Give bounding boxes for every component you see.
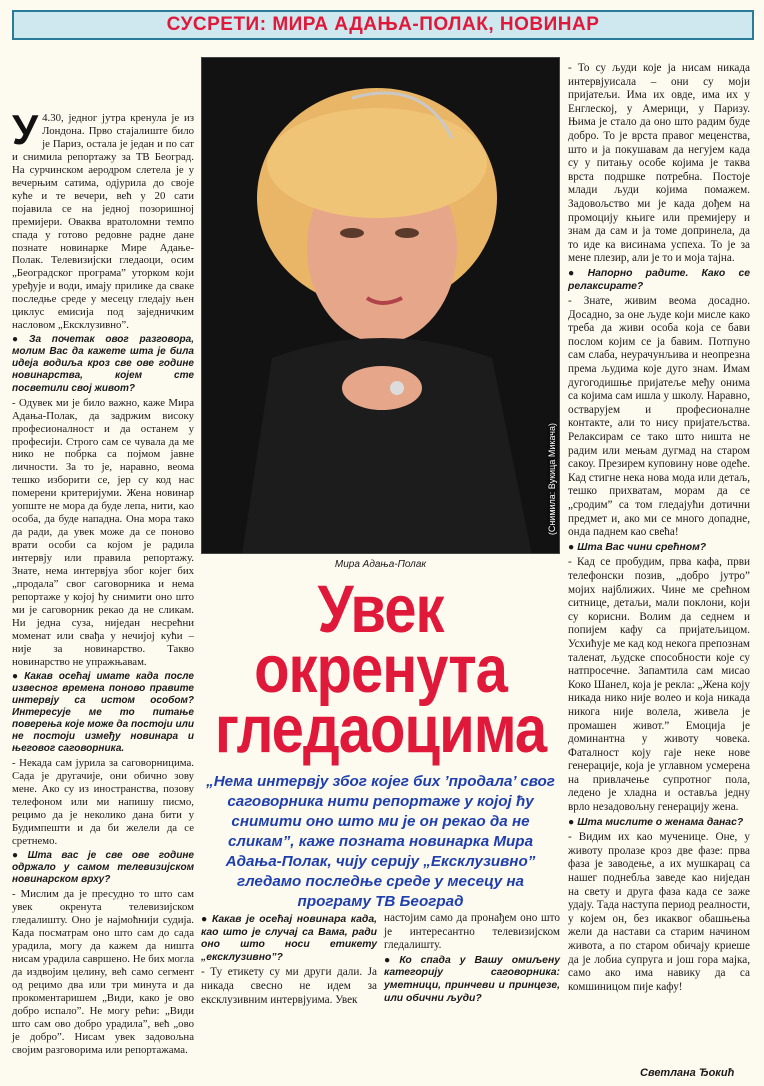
question: ● Напорно радите. Како се релаксирате? xyxy=(568,267,751,292)
question: ● Какав је осећај новинара када, као што је случај са Вама, ради оно што носи етикету „ексклузивно”? xyxy=(201,914,377,963)
answer: - Кад се пробудим, прва кафа, први телефонски позив, „добро јутро” мојих најближих. Чине ме срећном ситнице, детаљи, мали поклони, који су корисни. Волим да седнем и попијем кафу са пријатељицом. Усхићује ме кад код некога препознам таленат, људске способности које су натпросечне. Запамтила сам мисао Коко Шанел, која је рекла: „Жена коју никада нико није волео и која никада никога није волела, живела је промашен живот.” Емоција је доминантна у животу човека. Фаталност коју гаје неке нове генерације, која је углавном усмерена на привлачење супротног пола, ледено је хладна и оставља једну врло незадовољну генерацију жена. xyxy=(568,556,750,814)
headline-line: Увек xyxy=(317,572,444,647)
rubric-title: СУСРЕТИ: МИРА АДАЊА-ПОЛАК, НОВИНАР xyxy=(166,14,600,35)
article-column-bottom-right xyxy=(384,912,560,1007)
author-signature: Светлана Ђокић xyxy=(640,1067,735,1079)
answer: - Некада сам јурила за саговорницима. Сада је другачије, они обично зову мене. Ако су из иностранства, позову телефоном или ми напишу писмо, рецимо да је неколико дана бити у Будимпешти и да би желели да се сретнемо. xyxy=(12,757,194,848)
question: ● Шта вас је све ове године одржало у самом телевизијском новинарском врху? xyxy=(12,850,194,886)
answer: - Ту етикету су ми други дали. Ја никада свесно не идем за ексклузивним интервјуима. Увек xyxy=(201,966,377,1006)
answer: - То су људи које ја нисам никада интервјуисала – они су моји пријатељи. Има их овде, има их у Енглеској, у Америци, у Паризу. Њима је стало да оно што радим буде добро. То је врста правог меценства, што и ја покушавам да негујем када су у питању особе којима је таква врста подршке потребна. Постоје млади људи којима помажем. Задовољство ми је када дођем на промоцију књиге или премијеру и знам да сам и ја томе допринела, да то иде ка висинама успеха. То је за мене плезир, али је то и моја тајна. xyxy=(568,62,750,265)
headline-line: гледаоцима xyxy=(214,692,547,767)
answer: - Знате, живим веома досадно. Досадно, за оне људе који мисле како треба да живи особа која се бави послом којим се ја бавим. Потпуно сам слаба, неурачунљива и неопрезна према људима које дуго знам. Имам дугогодишње пријатеље међу онима са којима сам ишла у школу. Наравно, остварујем и професионалне контакте, али то нису пријатељства. Релаксирам се тако што ништа не радим или мењам дугмад на старом сакоу. Презирем куповину нове одеће. Кад стигне нека нова мода или детаљ, тешко прихватам, морам да се „сродим” са том гледајући дотични предмет и, ако ми се много допадне, онда паднем као свећа! xyxy=(568,295,750,539)
answer: - Видим их као мученице. Оне, у животу пролазе кроз две фазе: прва фаза је заводење, а их мушкарац са нашег поднебља заведе као ниједан на свету и друга фаза када се заже удају. Тада наступа период реалности, у којем он, без икаквог обашњења жели да настави са старим начином живота, а по старом обичају криеше да је лобиа супруга и још гора мајка, само ако има навику да са комшиницом пије кафу! xyxy=(568,831,750,993)
drop-cap: У xyxy=(12,106,39,153)
question: ● Ко спада у Вашу омиљену категорију саговорника: уметници, принчеви и принцезе, или обични људи? xyxy=(384,954,561,1004)
question: ● Шта Вас чини срећном? xyxy=(568,541,707,553)
question: ● Шта мислите о женама данас? xyxy=(568,816,744,828)
article-column-bottom-left xyxy=(201,912,377,1007)
question: ● За почетак овог разговора, молим Вас да кажете шта је била идеја водиља кроз све ове године новинарства, којем сте посветили свој живот? xyxy=(12,334,194,394)
article-column-right xyxy=(568,62,750,994)
article-column-left xyxy=(12,106,194,1057)
intro-paragraph: У 4.30, једног јутра кренула је из Лондона. Прво стајалиште било је Париз, остала је један и по сат и снимила репортажу за ТВ Београд. На сурчинском аеродром слетела је у вечерњим сатима, одјурила до своје куће и те вечери, већ у 20 сати појавила се на једној позоришној премијери. Оваква вратоломни темпо спада у готово редовне радне дане познате новинарке Мире Адање-Полак. Телевизијски гледаоци, осим „Београдског програма” уторком који уређује и води, имају прилике да сваке последње среде у месецу гледају њен циклус емисија под заједничким насловом „Ексклузивно”. xyxy=(12,106,194,332)
section-rubric xyxy=(12,10,754,40)
photo-credit: (Снимила: Вукица Микача) xyxy=(547,422,557,535)
answer: настојим само да пронађем оно што је интересантно телевизијском гледалишту. xyxy=(384,912,560,952)
question: ● Какав осећај имате када после извесног времена поново правите интервју са истом особом? Интересује ме то питање поверења које може да постоји или не постоји између новинара и његовог саговорника. xyxy=(12,670,194,755)
headline xyxy=(201,572,560,767)
lead-quote: „Нема интервју због којег бих ’продала’ свог саговорника нити репортаже у којој ћу снимити оно што ми је он рекао да не сликам”, каже позната новинарка Мира Адања-Полак, чију серију „Ексклузивно” гледамо последње среде у месецу на програму ТВ Београд xyxy=(206,773,555,910)
answer: - Одувек ми је било важно, каже Мира Адања-Полак, да задржим високу професионалност и да останем у професији. Строго сам се чувала да ме нико не побрка са појмом јавне личности. За то је, наравно, веома тешко изборити се, јер су код нас померени критеријуми. Жена новинар уопште не мора да буде лепа, нити, као особа, да буде нападна. Она мора тако да ради, да увек може да се поново врати особи са којом је радила интервју или правила репортажу. Знате, нема интервјуа због којег бих „продала” свог саговорника и нема репортаже у којој ћу снимити оно што ми је саговорник рекао да не сликам. Ни једна суза, ниједан несрећни моменат или свађа у нечијој кући – није за новинарство. Такво новинарство не упражњавам. xyxy=(12,396,194,668)
headline-line: окренута xyxy=(254,632,507,707)
portrait-photo xyxy=(201,57,560,554)
photo-caption: Мира Адања-Полак xyxy=(334,559,427,570)
answer: - Мислим да је пресудно то што сам увек окренута телевизијском гледалишту. Оно је најмоћнији судија. Када посматрам оно што сам до сада урадила, могу да кажем да ништа нисам урадила савршено. Не бих могла да издвојим целину, већ само сегмент од рецимо два или три минута и да прокоментаришем „Види, како је ово добро испало”. Не могу рећи: „Види што сам ово добро урадила”, већ „ово је добро”. Нисам увек задовољна својим разговорима или репортажама. xyxy=(12,888,194,1056)
portrait-illustration xyxy=(202,58,560,554)
